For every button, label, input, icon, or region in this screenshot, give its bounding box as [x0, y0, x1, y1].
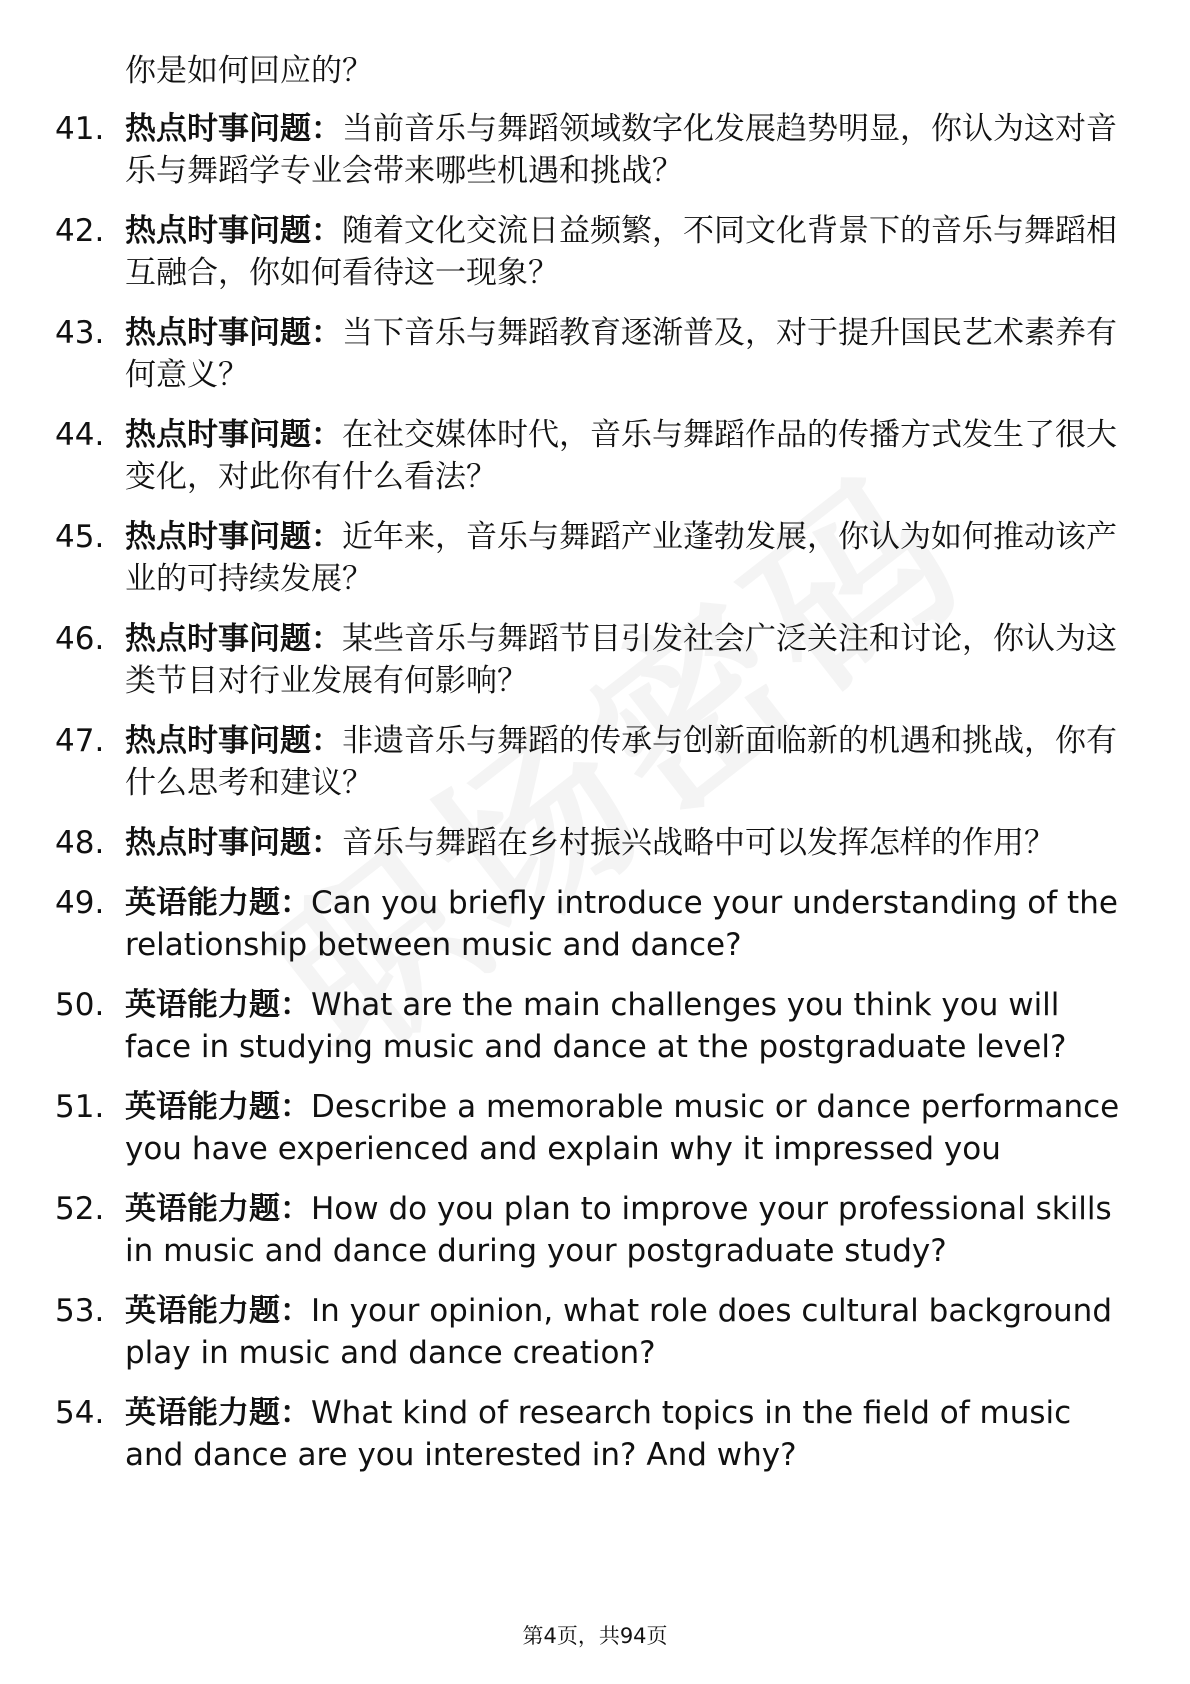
question-text: What kind of research topics in the field of music and dance are you interested in? And why? [125, 1395, 1072, 1473]
question-item [0, 1392, 1190, 1476]
question-text: 音乐与舞蹈在乡村振兴战略中可以发挥怎样的作用？ [342, 825, 1055, 861]
question-number: 47. [55, 723, 105, 759]
question-item [0, 882, 1190, 966]
question-text: 当下音乐与舞蹈教育逐渐普及，对于提升国民艺术素养有何意义？ [125, 315, 1117, 393]
question-label: 热点时事问题： [125, 723, 342, 759]
question-label: 热点时事问题： [125, 315, 342, 351]
question-body [125, 822, 1135, 864]
question-label: 热点时事问题： [125, 417, 342, 453]
page-indicator: 第4页，共94页 [522, 1624, 668, 1648]
question-item [0, 1188, 1190, 1272]
question-label: 英语能力题： [125, 885, 311, 921]
question-number: 49. [55, 885, 105, 921]
question-body [125, 1188, 1135, 1272]
question-number: 53. [55, 1293, 105, 1329]
question-label: 热点时事问题： [125, 111, 342, 147]
question-item [0, 312, 1190, 396]
question-number: 43. [55, 315, 105, 351]
question-body [125, 312, 1135, 396]
question-number: 46. [55, 621, 105, 657]
question-body [125, 720, 1135, 804]
question-text: 在社交媒体时代，音乐与舞蹈作品的传播方式发生了很大变化，对此你有什么看法？ [125, 417, 1117, 495]
question-text: What are the main challenges you think you will face in studying music and dance at the postgraduate level? [125, 987, 1067, 1065]
question-number: 45. [55, 519, 105, 555]
question-body [125, 108, 1135, 192]
question-label: 英语能力题： [125, 1293, 311, 1329]
question-label: 热点时事问题： [125, 213, 342, 249]
question-body [125, 1392, 1135, 1476]
question-number: 41. [55, 111, 105, 147]
question-text: 随着文化交流日益频繁，不同文化背景下的音乐与舞蹈相互融合，你如何看待这一现象？ [125, 213, 1117, 291]
question-item [0, 1086, 1190, 1170]
question-number: 54. [55, 1395, 105, 1431]
question-number: 48. [55, 825, 105, 861]
question-body [125, 210, 1135, 294]
question-label: 热点时事问题： [125, 519, 342, 555]
question-list [0, 50, 1190, 1494]
question-text: 某些音乐与舞蹈节目引发社会广泛关注和讨论，你认为这类节目对行业发展有何影响？ [125, 621, 1117, 699]
question-text: Describe a memorable music or dance performance you have experienced and explain why it impressed you [125, 1089, 1120, 1167]
question-body [125, 516, 1135, 600]
question-number: 52. [55, 1191, 105, 1227]
question-item [0, 108, 1190, 192]
question-text: How do you plan to improve your professional skills in music and dance during your postgraduate study? [125, 1191, 1112, 1269]
question-number: 42. [55, 213, 105, 249]
question-item [0, 414, 1190, 498]
question-text: 非遗音乐与舞蹈的传承与创新面临新的机遇和挑战，你有什么思考和建议？ [125, 723, 1117, 801]
question-item [0, 720, 1190, 804]
question-number: 44. [55, 417, 105, 453]
question-item [0, 1290, 1190, 1374]
question-label: 英语能力题： [125, 1089, 311, 1125]
question-item [0, 984, 1190, 1068]
question-text: 近年来，音乐与舞蹈产业蓬勃发展，你认为如何推动该产业的可持续发展？ [125, 519, 1117, 597]
question-label: 热点时事问题： [125, 825, 342, 861]
question-text: Can you briefly introduce your understanding of the relationship between music and dance? [125, 885, 1118, 963]
question-label: 英语能力题： [125, 1395, 311, 1431]
question-text: 当前音乐与舞蹈领域数字化发展趋势明显，你认为这对音乐与舞蹈学专业会带来哪些机遇和挑战？ [125, 111, 1117, 189]
question-item [0, 516, 1190, 600]
question-item [0, 822, 1190, 864]
question-number: 51. [55, 1089, 105, 1125]
question-item [0, 618, 1190, 702]
question-label: 英语能力题： [125, 1191, 311, 1227]
question-number: 50. [55, 987, 105, 1023]
continuation-text: 你是如何回应的？ [125, 53, 373, 89]
question-item [0, 210, 1190, 294]
question-body [125, 414, 1135, 498]
question-text: In your opinion, what role does cultural background play in music and dance creation? [125, 1293, 1113, 1371]
question-body [125, 882, 1135, 966]
question-body [125, 1086, 1135, 1170]
question-label: 热点时事问题： [125, 621, 342, 657]
question-body [125, 984, 1135, 1068]
question-body [125, 1290, 1135, 1374]
question-label: 英语能力题： [125, 987, 311, 1023]
question-body [125, 618, 1135, 702]
